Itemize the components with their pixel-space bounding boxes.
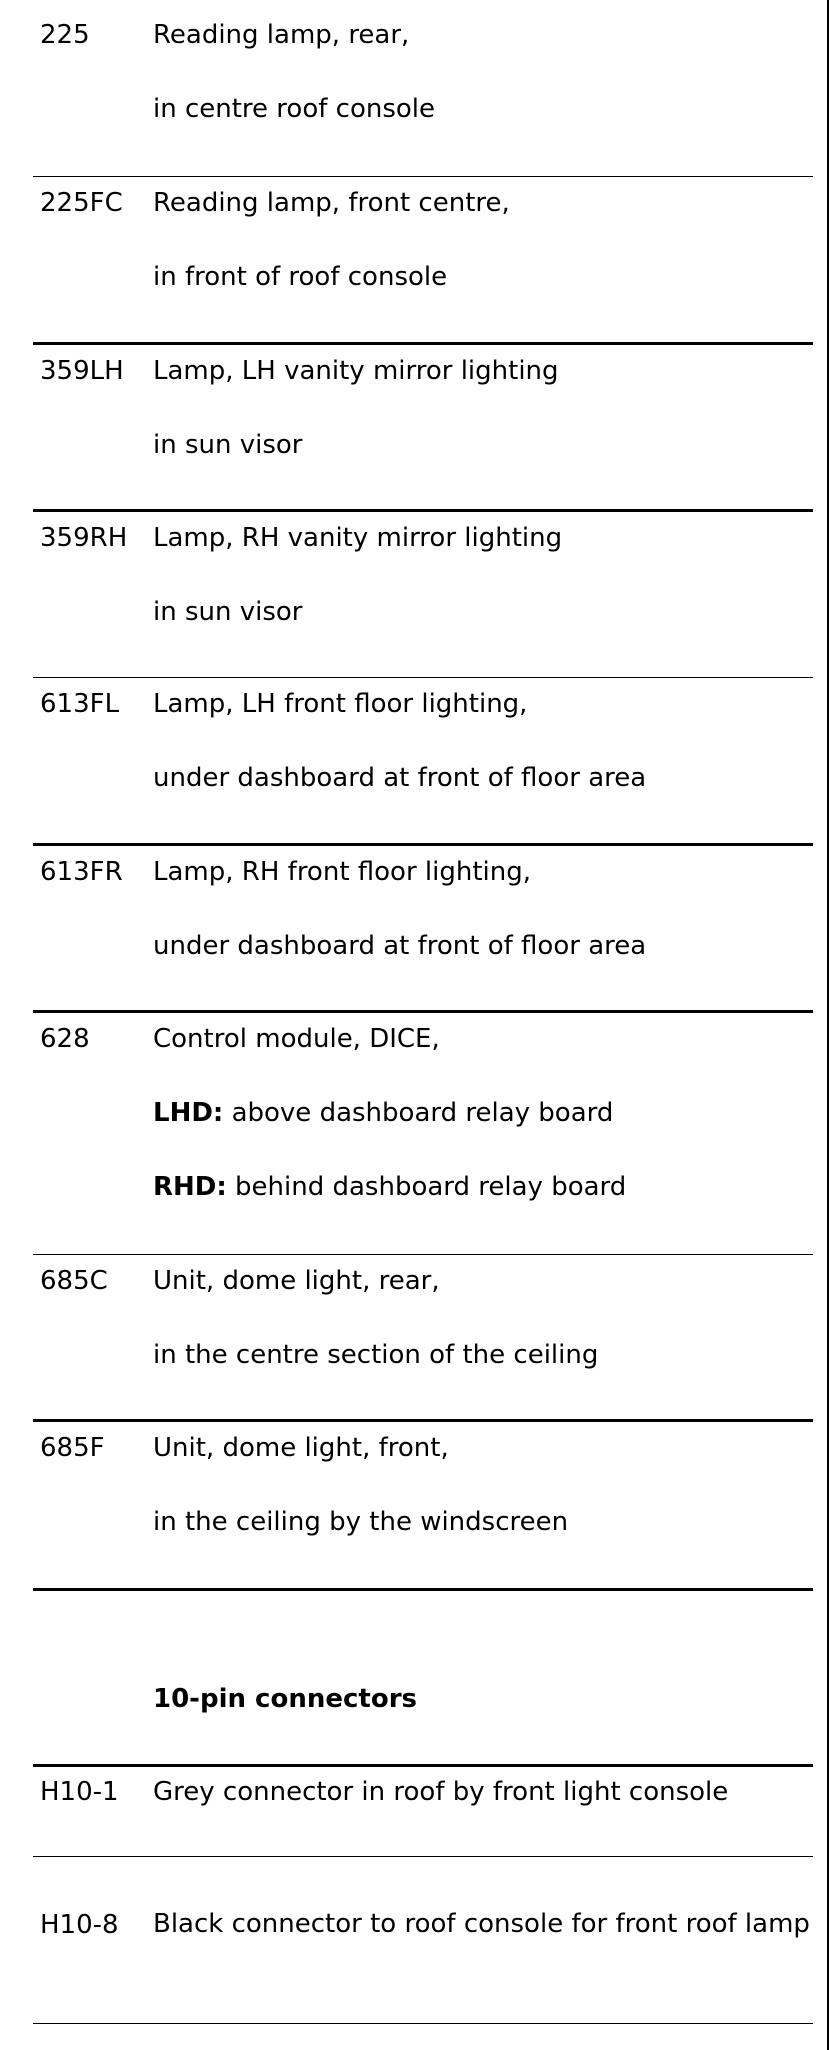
component-code: 359LH bbox=[40, 356, 124, 386]
component-location: under dashboard at front of floor area bbox=[153, 931, 647, 961]
component-code: 628 bbox=[40, 1024, 90, 1054]
component-description: Unit, dome light, rear, bbox=[153, 1266, 440, 1296]
component-location: under dashboard at front of floor area bbox=[153, 763, 647, 793]
lhd-location bbox=[153, 1098, 613, 1128]
rhd-text: behind dashboard relay board bbox=[226, 1172, 627, 1202]
rhd-label: RHD: bbox=[153, 1172, 227, 1202]
component-code: 225 bbox=[40, 20, 90, 50]
component-code: 685F bbox=[40, 1433, 105, 1463]
component-description: Lamp, RH vanity mirror lighting bbox=[153, 523, 563, 553]
connector-code: H10-1 bbox=[40, 1777, 119, 1807]
lhd-text: above dashboard relay board bbox=[223, 1098, 614, 1128]
component-code: 359RH bbox=[40, 523, 128, 553]
component-code: 225FC bbox=[40, 188, 123, 218]
section-heading: 10-pin connectors bbox=[153, 1684, 417, 1714]
component-code: 613FR bbox=[40, 857, 123, 887]
component-location: in front of roof console bbox=[153, 262, 448, 292]
component-description: Lamp, RH front floor lighting, bbox=[153, 857, 532, 887]
component-location: in centre roof console bbox=[153, 94, 436, 124]
connector-description: Grey connector in roof by front light console bbox=[153, 1777, 729, 1807]
component-code: 685C bbox=[40, 1266, 108, 1296]
row-divider bbox=[33, 1856, 813, 1857]
row-divider bbox=[33, 2023, 813, 2024]
connector-description: Black connector to roof console for front roof lamp bbox=[153, 1909, 810, 1939]
right-border-line bbox=[827, 0, 829, 2050]
row-divider bbox=[33, 1254, 813, 1255]
row-divider bbox=[33, 509, 813, 512]
connector-code: H10-8 bbox=[40, 1910, 119, 1940]
row-divider bbox=[33, 843, 813, 846]
component-description: Lamp, LH vanity mirror lighting bbox=[153, 356, 559, 386]
component-description: Reading lamp, rear, bbox=[153, 20, 410, 50]
component-location: in the ceiling by the windscreen bbox=[153, 1507, 569, 1537]
component-location: in sun visor bbox=[153, 430, 303, 460]
row-divider bbox=[33, 176, 813, 177]
component-location: in sun visor bbox=[153, 597, 303, 627]
lhd-label: LHD: bbox=[153, 1098, 224, 1128]
component-description: Reading lamp, front centre, bbox=[153, 188, 510, 218]
component-code: 613FL bbox=[40, 689, 120, 719]
row-divider bbox=[33, 342, 813, 345]
component-description: Control module, DICE, bbox=[153, 1024, 440, 1054]
component-description: Unit, dome light, front, bbox=[153, 1433, 449, 1463]
row-divider bbox=[33, 1588, 813, 1591]
row-divider bbox=[33, 1764, 813, 1767]
row-divider bbox=[33, 677, 813, 678]
row-divider bbox=[33, 1419, 813, 1422]
row-divider bbox=[33, 1010, 813, 1013]
rhd-location bbox=[153, 1172, 626, 1202]
component-location: in the centre section of the ceiling bbox=[153, 1340, 599, 1370]
component-description: Lamp, LH front floor lighting, bbox=[153, 689, 528, 719]
